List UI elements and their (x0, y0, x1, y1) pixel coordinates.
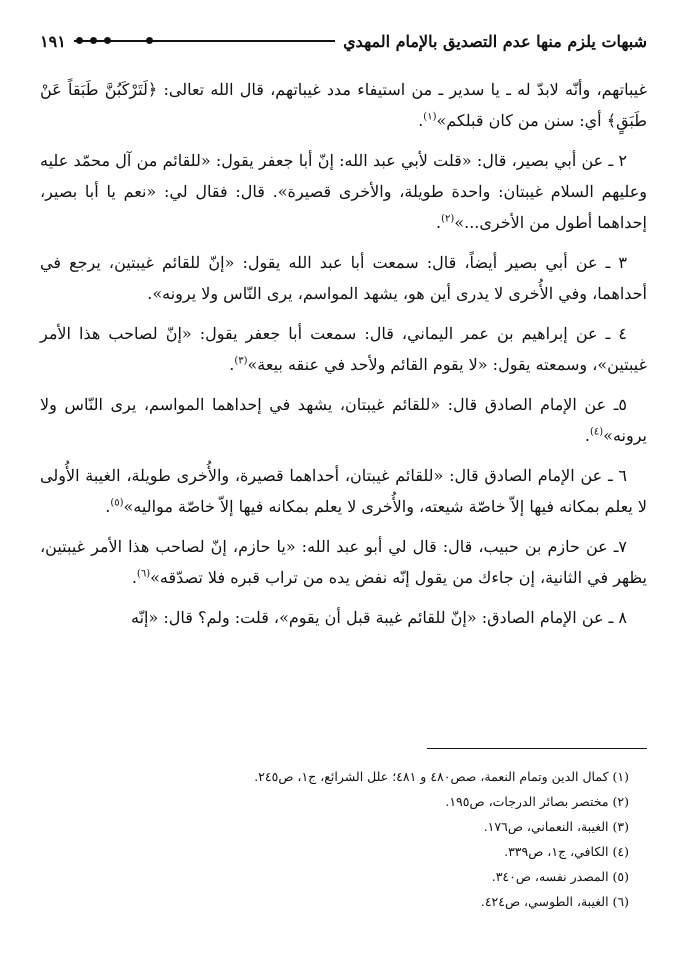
footnote-ref: (٥) (110, 497, 124, 509)
ornament-dot (90, 37, 97, 44)
body-text (40, 74, 647, 642)
footnote-ref: (١) (423, 111, 437, 123)
footnote-ref: (٤) (589, 426, 604, 438)
header-ornament-rule (74, 40, 335, 42)
footnote-divider (427, 748, 647, 749)
paragraph: ٣ ـ عن أبي بصير أيضاً، قال: سمعت أبا عبد الله يقول: «إنّ للقائم غيبتين، يرجع في أحداهما، وفي الأُخرى لا يدرى أين هو، يشهد المواسم، يرى النّاس ولا يرونه». (40, 253, 647, 303)
paragraph: ٤ ـ عن إبراهيم بن عمر اليماني، قال: سمعت أبا جعفر يقول: «إنّ لصاحب هذا الأمر غيبتين»، وسمعته يقول: «لا يقوم القائم ولأحد في عنقه بيعة»$^{(٣)}$. (40, 324, 647, 374)
footnote-ref: (٦) (136, 568, 151, 580)
footnote: (٤) الكافي، ج١، ص٣٣٩. (504, 844, 629, 859)
footnote: (١) كمال الدين وتمام النعمة، صص٤٨٠ و ٤٨١؛ علل الشرائع، ج١، ص٢٤٥. (254, 769, 629, 784)
running-header (40, 28, 647, 54)
paragraph: ٦ ـ عن الإمام الصادق قال: «للقائم غيبتان، أحداهما قصيرة، والأُخرى طويلة، الغيبة الأُولى لا يعلم بمكانه فيها إلاّ خاصّة شيعته، والأُخرى لا يعلم بمكانه فيها إلاّ خاصّة مواليه»$^{(٥)}$. (40, 466, 647, 516)
paragraph: ٨ ـ عن الإمام الصادق: «إنّ للقائم غيبة قبل أن يقوم»، قلت: ولم؟ قال: «إنّه (130, 608, 627, 627)
ornament-dot (146, 37, 153, 44)
footnotes (40, 764, 629, 914)
ornament-dot (104, 37, 111, 44)
paragraph: غيباتهم، وأنّه لابدّ له ـ يا سدير ـ من استيفاء مدد غيباتهم، قال الله تعالى: ﴿لَتَرْكَبُنَّ طَبَقاً عَنْ طَبَقٍ﴾ أي: سنن من كان قبلكم»$^{(١)}$. (40, 80, 647, 130)
footnote: (٦) الغيبة، الطوسي، ص٤٢٤. (480, 894, 629, 909)
ornament-dot (76, 37, 83, 44)
footnote-ref: (٣) (234, 355, 248, 367)
footnote: (٢) مختصر بصائر الدرجات، ص١٩٥. (445, 794, 629, 809)
paragraph: ٥ـ عن الإمام الصادق قال: «للقائم غيبتان، يشهد في إحداهما المواسم، يرى النّاس ولا يرونه»$^{(٤)}$. (40, 395, 647, 445)
paragraph: ٢ ـ عن أبي بصير، قال: «قلت لأبي عبد الله: إنّ أبا جعفر يقول: «للقائم من آل محمّد عليه وعليهم السلام غيبتان: واحدة طويلة، والأخرى قصيرة». قال: فقال لي: «نعم يا أبا بصير، إحداهما أطول من الأخرى...»$^{(٢)}$. (40, 151, 647, 232)
page-number: ١٩١ (40, 31, 66, 51)
paragraph: ٧ـ عن حازم بن حبيب، قال: قال لي أبو عبد الله: «يا حازم، إنّ لصاحب هذا الأمر غيبتين، يظهر في الثانية، إن جاءك من يقول إنّه نفض يده من تراب قبره فلا تصدّقه»$^{(٦)}$. (40, 537, 647, 587)
footnote-ref: (٢) (441, 213, 455, 225)
footnote: (٥) المصدر نفسه، ص٣٤٠. (491, 869, 629, 884)
footnote: (٣) الغيبة، النعماني، ص١٧٦. (483, 819, 629, 834)
running-title: شبهات يلزم منها عدم التصديق بالإمام المهدي (343, 31, 647, 51)
